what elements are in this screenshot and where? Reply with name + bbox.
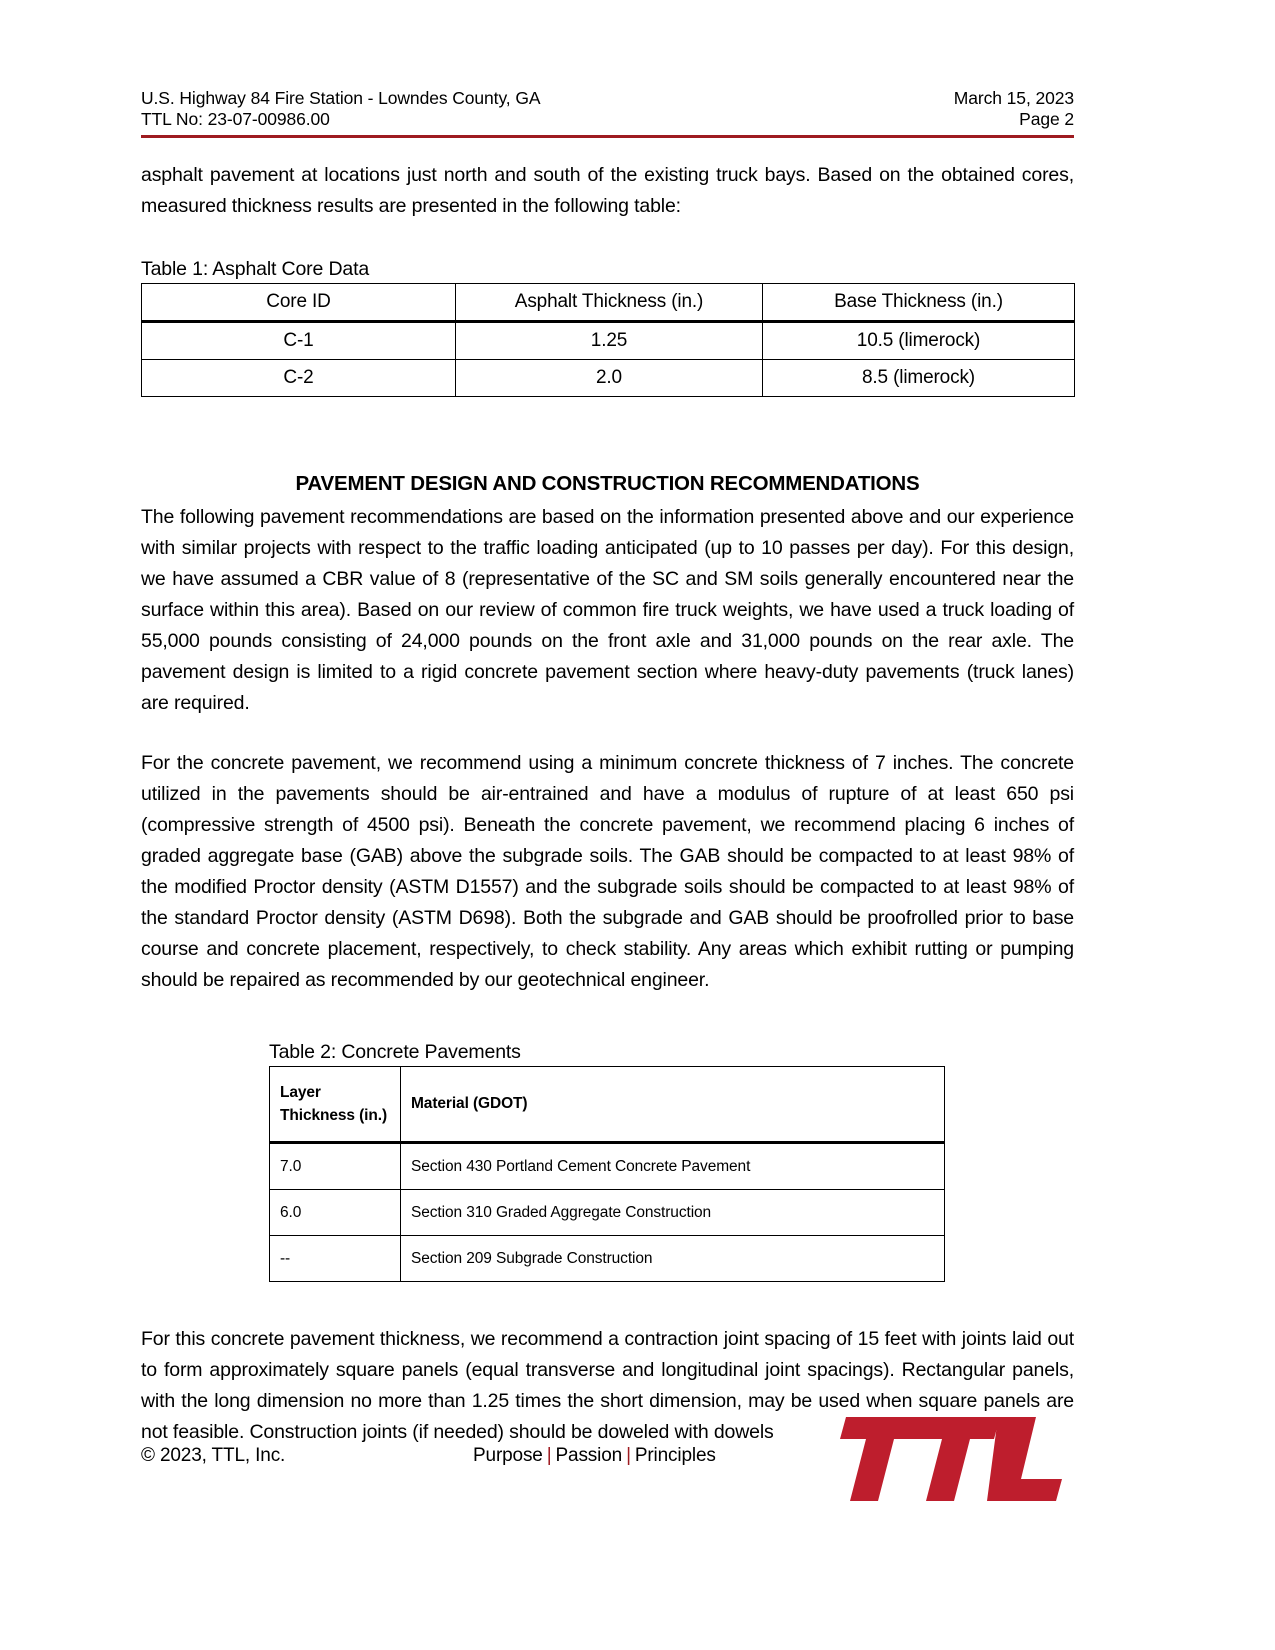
table-header-row bbox=[270, 1067, 945, 1143]
cell-base-thickness: 10.5 (limerock) bbox=[763, 322, 1075, 360]
ttl-logo bbox=[838, 1405, 1068, 1513]
page-header bbox=[141, 88, 1074, 138]
paragraph-1: The following pavement recommendations are based on the information presented above and our experience with similar projects with respect to the traffic loading anticipated (up to 10 passes per day). For this design, we have assumed a CBR value of 8 (representative of the SC and SM soils generally encountered near the surface within this area). Based on our review of common fire truck weights, we have used a truck loading of 55,000 pounds consisting of 24,000 pounds on the front axle and 31,000 pounds on the rear axle. The pavement design is limited to a rigid concrete pavement section where heavy-duty pavements (truck lanes) are required. bbox=[141, 506, 1074, 714]
cell-core-id: C-1 bbox=[142, 322, 456, 360]
asphalt-core-data-table bbox=[141, 283, 1075, 397]
cell-asphalt-thickness: 1.25 bbox=[456, 322, 763, 360]
project-title: U.S. Highway 84 Fire Station - Lowndes County, GA bbox=[141, 88, 541, 108]
cell-layer-thickness: 6.0 bbox=[270, 1190, 401, 1236]
column-header-asphalt-thickness: Asphalt Thickness (in.) bbox=[456, 284, 763, 322]
cell-material: Section 430 Portland Cement Concrete Pavement bbox=[401, 1143, 945, 1190]
intro-paragraph: asphalt pavement at locations just north and south of the existing truck bays. Based on the obtained cores, measured thickness results are presented in the following table: bbox=[141, 164, 1074, 217]
tagline-separator: | bbox=[626, 1445, 631, 1466]
cell-core-id: C-2 bbox=[142, 360, 456, 397]
table-1-caption: Table 1: Asphalt Core Data bbox=[141, 258, 370, 280]
concrete-pavements-table bbox=[269, 1066, 945, 1282]
tagline-word-purpose: Purpose bbox=[473, 1445, 543, 1466]
tagline-word-principles: Principles bbox=[634, 1445, 716, 1466]
cell-layer-thickness: -- bbox=[270, 1236, 401, 1282]
column-header-layer-thickness bbox=[270, 1067, 401, 1143]
table-row bbox=[142, 322, 1075, 360]
copyright-text: © 2023, TTL, Inc. bbox=[141, 1445, 286, 1466]
page-footer bbox=[141, 1443, 1074, 1563]
header-line-1 bbox=[141, 88, 1074, 109]
column-header-base-thickness: Base Thickness (in.) bbox=[763, 284, 1075, 322]
section-heading: PAVEMENT DESIGN AND CONSTRUCTION RECOMMENDATIONS bbox=[295, 472, 920, 495]
page-number: Page 2 bbox=[1019, 109, 1074, 129]
table-row bbox=[142, 360, 1075, 397]
table-row bbox=[270, 1236, 945, 1282]
tagline-separator: | bbox=[546, 1445, 552, 1466]
table-2-caption: Table 2: Concrete Pavements bbox=[269, 1041, 521, 1063]
column-header-core-id: Core ID bbox=[142, 284, 456, 322]
header-line-2 bbox=[141, 109, 1074, 130]
cell-base-thickness: 8.5 (limerock) bbox=[763, 360, 1075, 397]
table-2-block bbox=[269, 1038, 944, 1282]
column-header-layer-line-2: Thickness (in.) bbox=[280, 1106, 388, 1124]
cell-material: Section 310 Graded Aggregate Construction bbox=[401, 1190, 945, 1236]
cell-material: Section 209 Subgrade Construction bbox=[401, 1236, 945, 1282]
tagline-word-passion: Passion bbox=[555, 1445, 623, 1466]
cell-asphalt-thickness: 2.0 bbox=[456, 360, 763, 397]
table-1-block bbox=[141, 255, 1074, 397]
ttl-project-number: TTL No: 23-07-00986.00 bbox=[141, 109, 330, 129]
cell-layer-thickness: 7.0 bbox=[270, 1143, 401, 1190]
paragraph-3: For this concrete pavement thickness, we recommend a contraction joint spacing of 15 feet with joints laid out to form approximately square panels (equal transverse and longitudinal joint spacings). Rectangular panels, with the long dimension no more than 1.25 times the short dimension, may be used when square panels are not feasible. Construction joints (if needed) should be doweled with dowels bbox=[141, 1328, 1074, 1443]
header-divider bbox=[141, 135, 1074, 138]
document-body bbox=[141, 160, 1074, 1448]
tagline bbox=[473, 1443, 716, 1469]
report-date: March 15, 2023 bbox=[953, 88, 1074, 108]
table-row bbox=[270, 1143, 945, 1190]
column-header-layer-line-1: Layer bbox=[280, 1083, 321, 1101]
column-header-material: Material (GDOT) bbox=[401, 1067, 945, 1143]
table-row bbox=[270, 1190, 945, 1236]
paragraph-2: For the concrete pavement, we recommend using a minimum concrete thickness of 7 inches. The concrete utilized in the pavements should be air-entrained and have a modulus of rupture of at least 650 psi (compressive strength of 4500 psi). Beneath the concrete pavement, we recommend placing 6 inches of graded aggregate base (GAB) above the subgrade soils. The GAB should be compacted to at least 98% of the modified Proctor density (ASTM D1557) and the subgrade soils should be compacted to at least 98% of the standard Proctor density (ASTM D698). Both the subgrade and GAB should be proofrolled prior to base course and concrete placement, respectively, to check stability. Any areas which exhibit rutting or pumping should be repaired as recommended by our geotechnical engineer. bbox=[141, 752, 1074, 991]
table-header-row bbox=[142, 284, 1075, 322]
